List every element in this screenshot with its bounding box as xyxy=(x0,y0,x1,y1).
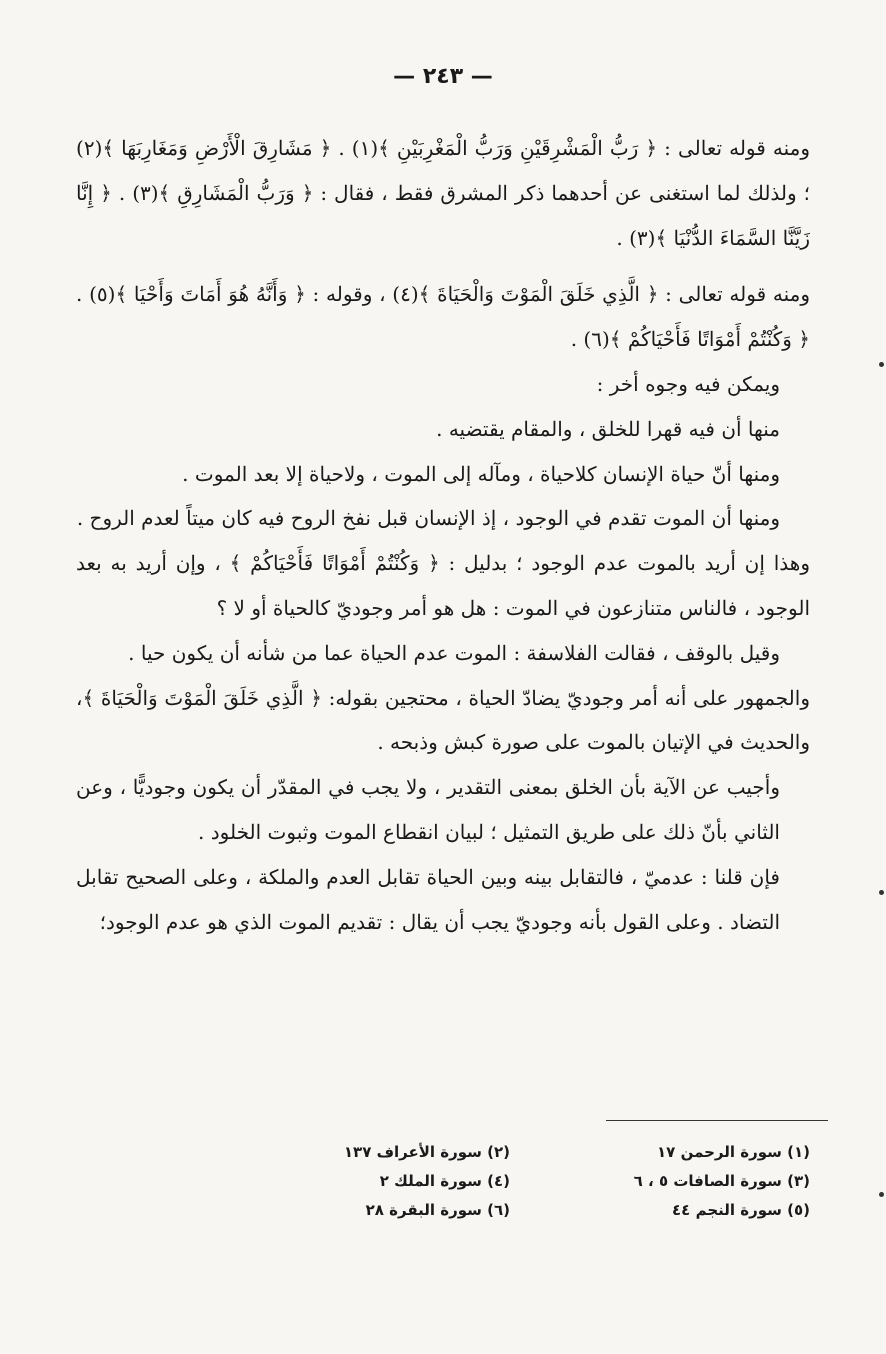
footnote-1: (١) سورة الرحمن ١٧ xyxy=(657,1143,810,1161)
paragraph-10: وأجيب عن الآية بأن الخلق بمعنى التقدير ، ولا يجب في المقدّر أن يكون وجوديًّا ، وعن الثاني بأنّ ذلك على طريق التمثيل ؛ لبيان انقطاع الموت وثبوت الخلود . xyxy=(76,775,780,844)
paragraph-8: وقيل بالوقف ، فقالت الفلاسفة : الموت عدم الحياة عما من شأنه أن يكون حيا . xyxy=(128,640,780,665)
footnote-5: (٥) سورة النجم ٤٤ xyxy=(672,1201,810,1219)
footnote-divider xyxy=(606,1120,828,1121)
footnote-3: (٣) سورة الصافات ٥ ، ٦ xyxy=(633,1172,810,1190)
footnote-6: (٦) سورة البقرة ٢٨ xyxy=(365,1201,510,1219)
paragraph-9: والجمهور على أنه أمر وجوديّ يضادّ الحياة ، محتجين بقوله: ﴿ الَّذِي خَلَقَ الْمَوْتَ وَالْحَيَاةَ ﴾، والحديث في الإتيان بالموت على صورة كبش وذبحه . xyxy=(76,685,810,755)
paragraph-6: ومنها أن الموت تقدم في الوجود ، إذ الإنسان قبل نفخ الروح فيه كان ميتاً لعدم الروح . xyxy=(76,506,780,531)
paragraph-11: فإن قلنا : عدميّ ، فالتقابل بينه وبين الحياة تقابل العدم والملكة ، وعلى الصحيح تقابل التضاد . وعلى القول بأنه وجوديّ يجب أن يقال : تقديم الموت الذي هو عدم الوجود؛ xyxy=(76,864,780,934)
footnote-4: (٤) سورة الملك ٢ xyxy=(379,1172,510,1190)
footnotes-column-left xyxy=(270,1138,510,1225)
page-number: — ٢٤٣ — xyxy=(393,64,493,89)
footnote-2: (٢) سورة الأعراف ١٣٧ xyxy=(343,1143,510,1161)
scan-margin-mark xyxy=(879,1192,884,1197)
footnotes-column-right xyxy=(590,1138,810,1225)
paragraph-7: وهذا إن أريد بالموت عدم الوجود ؛ بدليل : ﴿ وَكُنْتُمْ أَمْوَاتًا فَأَحْيَاكُمْ ﴾ ، وإن أريد به بعد الوجود ، فالناس متنازعون في الموت : هل هو أمر وجوديّ كالحياة أو لا ؟ xyxy=(76,551,810,620)
paragraph-4: منها أن فيه قهرا للخلق ، والمقام يقتضيه . xyxy=(436,416,780,441)
scan-margin-mark xyxy=(879,890,884,895)
paragraph-5: ومنها أنّ حياة الإنسان كلاحياة ، ومآله إلى الموت ، ولاحياة إلا بعد الموت . xyxy=(182,461,780,486)
paragraph-1: ومنه قوله تعالى : ﴿ رَبُّ الْمَشْرِقَيْنِ وَرَبُّ الْمَغْرِبَيْنِ ﴾(١) . ﴿ مَشَارِقَ الْأَرْضِ وَمَغَارِبَهَا ﴾(٢) ؛ ولذلك لما استغنى عن أحدهما ذكر المشرق فقط ، فقال : ﴿ وَرَبُّ الْمَشَارِقِ ﴾(٣) . ﴿ إِنَّا زَيَّنَّا السَّمَاءَ الدُّنْيَا ﴾(٣) . xyxy=(76,136,810,250)
scan-margin-mark xyxy=(879,362,884,367)
body-text xyxy=(76,126,810,944)
paragraph-3: ويمكن فيه وجوه أخر : xyxy=(596,371,780,396)
paragraph-2: ومنه قوله تعالى : ﴿ الَّذِي خَلَقَ الْمَوْتَ وَالْحَيَاةَ ﴾(٤) ، وقوله : ﴿ وَأَنَّهُ هُوَ أَمَاتَ وَأَحْيَا ﴾(٥) . ﴿ وَكُنْتُمْ أَمْوَاتًا فَأَحْيَاكُمْ ﴾(٦) . xyxy=(76,282,810,352)
